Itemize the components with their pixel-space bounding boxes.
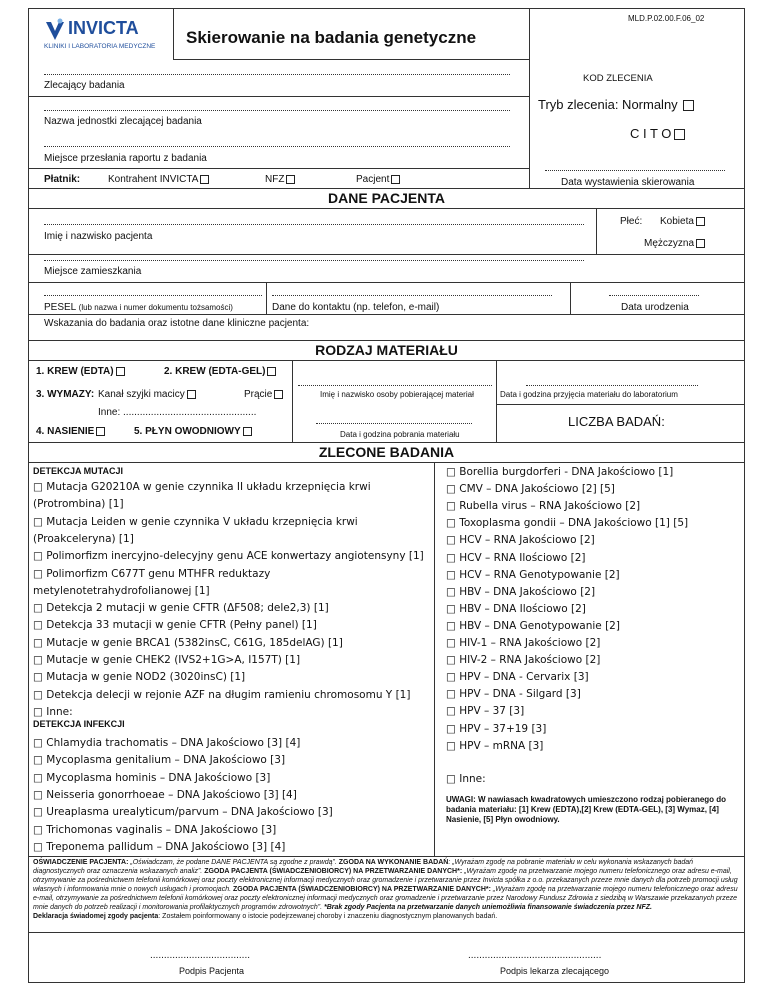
platnik-row	[44, 174, 80, 185]
osoba-dots	[298, 385, 492, 386]
divider	[28, 208, 745, 209]
cito-checkbox[interactable]	[674, 129, 685, 140]
kanal-option[interactable]	[98, 389, 198, 400]
data-wystawienia-label: Data wystawienia skierowania	[561, 177, 695, 188]
test-item[interactable]: □ HCV – RNA Genotypowanie [2]	[446, 568, 620, 581]
jednostka-dots	[44, 110, 510, 111]
test-item: (Protrombina) [1]	[33, 498, 124, 511]
nasienie-option[interactable]	[36, 426, 107, 437]
pesel-label	[44, 302, 233, 313]
urodzenia-dots	[609, 295, 699, 296]
decl-p6-text: : Zostałem poinformowany o istocie podejrzewanej choroby i znaczeniu diagnostycznym planowanych badań.	[158, 913, 498, 920]
plyn-checkbox[interactable]	[243, 427, 252, 436]
krew-edta-checkbox[interactable]	[116, 367, 125, 376]
decl-p3-text: „Wyrażam zgodę na przetwarzanie mojego numeru telefonicznego oraz adresu e-mail, otrzymywanie za pośrednictwem telefonii komórkowej oraz poczty elektronicznej informacji medycznych oraz gromadzenie i przetwarzanie przez Invicta spółka z o.o. przekazanych przeze mnie danych dla potrzeb promocji usług własnych i informowania mnie o nowych usługach i promocjach.	[33, 868, 738, 893]
right-inne-option[interactable]: □ Inne:	[446, 773, 486, 785]
test-item[interactable]: □ Neisseria gonorrhoeae – DNA Jakościowo [3] [4]	[33, 788, 297, 801]
imie-label: Imię i nazwisko pacjenta	[44, 231, 153, 242]
page-title: Skierowanie na badania genetyczne	[186, 28, 477, 47]
mezczyzna-option[interactable]	[644, 238, 707, 249]
decl-p4-label: ZGODA PACJENTA (ŚWIADCZENIOBIORCY) NA PRZETWARZANIE DANYCH*:	[232, 886, 491, 893]
przyjecia-label: Data i godzina przyjęcia materiału do laboratorium	[500, 390, 678, 399]
title-box	[173, 8, 530, 60]
krew-gel-label: 2. KREW (EDTA-GEL)	[164, 366, 266, 377]
section-zlecone-badania: ZLECONE BADANIA	[318, 444, 455, 460]
test-item[interactable]: □ Ureaplasma urealyticum/parvum – DNA Jakościowo [3]	[33, 806, 333, 819]
signature-patient-label: Podpis Pacjenta	[179, 966, 245, 976]
raport-dots	[44, 146, 510, 147]
logo-mark-icon	[44, 18, 66, 42]
decl-p6-label: Deklaracja świadomej zgody pacjenta	[33, 913, 159, 920]
test-item[interactable]: □ Inne:	[33, 705, 73, 718]
data-wystawienia-dots	[545, 170, 725, 171]
divider	[266, 282, 267, 314]
pesel-note: (lub nazwa i numer dokumentu tożsamości)	[78, 303, 233, 312]
pesel-dots	[44, 295, 262, 296]
mezczyzna-label: Mężczyzna	[644, 238, 695, 249]
test-item[interactable]: □ HIV-2 – RNA Jakościowo [2]	[446, 654, 601, 667]
krew-gel-checkbox[interactable]	[267, 367, 276, 376]
mutacje-header: DETEKCJA MUTACJI	[33, 466, 124, 476]
test-item[interactable]: □ Detekcja 2 mutacji w genie CFTR (ΔF508; dele2,3) [1]	[33, 602, 329, 615]
test-item[interactable]: □ HCV – RNA Jakościowo [2]	[446, 534, 595, 547]
test-item[interactable]: □ HPV – 37+19 [3]	[446, 722, 547, 735]
test-item[interactable]: □ Mutacja G20210A w genie czynnika II układu krzepnięcia krwi	[33, 481, 371, 493]
divider	[28, 932, 745, 933]
right-column-divider	[529, 60, 530, 188]
krew-edta-option[interactable]	[36, 366, 127, 377]
kanal-checkbox[interactable]	[187, 390, 196, 399]
test-item[interactable]: □ Mutacje w genie BRCA1 (5382insC, C61G, 185delAG) [1]	[33, 636, 343, 649]
divider	[28, 96, 529, 97]
pacjent-option[interactable]	[356, 174, 402, 185]
kontrahent-checkbox[interactable]	[200, 175, 209, 184]
kontakt-label: Dane do kontaktu (np. telefon, e-mail)	[272, 302, 440, 313]
kobieta-option[interactable]	[660, 216, 707, 227]
nasienie-label: 4. NASIENIE	[36, 426, 95, 437]
divider	[28, 462, 745, 463]
test-item[interactable]: □ HPV – mRNA [3]	[446, 739, 544, 752]
pacjent-checkbox[interactable]	[391, 175, 400, 184]
pracie-checkbox[interactable]	[274, 390, 283, 399]
nfz-checkbox[interactable]	[286, 175, 295, 184]
test-item[interactable]: □ Polimorfizm inercyjno-delecyjny genu ACE konwertazy angiotensyny [1]	[33, 550, 424, 563]
tryb-zlecenia	[538, 97, 696, 112]
section-rodzaj-materialu: RODZAJ MATERIAŁU	[315, 342, 458, 358]
signature-patient-dots[interactable]: ....................................	[150, 950, 251, 961]
wskazania-label: Wskazania do badania oraz istotne dane kliniczne pacjenta:	[44, 318, 310, 329]
test-item[interactable]: □ Toxoplasma gondii – DNA Jakościowo [1] [5]	[446, 517, 689, 530]
nfz-label: NFZ	[265, 174, 285, 185]
test-item[interactable]: □ HPV – 37 [3]	[446, 705, 525, 718]
test-item[interactable]: □ Treponema pallidum – DNA Jakościowo [3] [4]	[33, 840, 286, 853]
plec-label: Płeć:	[620, 216, 643, 227]
logo-name: INVICTA	[68, 18, 139, 38]
test-item[interactable]: □ HCV – RNA Ilościowo [2]	[446, 551, 586, 564]
divider	[28, 442, 745, 443]
logo	[40, 16, 164, 54]
nfz-option[interactable]	[265, 174, 297, 185]
section-dane-pacjenta: DANE PACJENTA	[328, 190, 445, 206]
kobieta-checkbox[interactable]	[696, 217, 705, 226]
test-item[interactable]: □ HPV – DNA - Silgard [3]	[446, 688, 581, 701]
wymazy-label: 3. WYMAZY:	[36, 389, 95, 400]
divider	[596, 208, 597, 254]
mezczyzna-checkbox[interactable]	[696, 239, 705, 248]
divider	[28, 314, 745, 315]
urodzenia-label: Data urodzenia	[621, 302, 689, 313]
divider	[28, 360, 745, 361]
test-item[interactable]: □ HBV – DNA Genotypowanie [2]	[446, 619, 620, 632]
logo-subtitle: KLINIKI I LABORATORIA MEDYCZNE	[44, 43, 156, 50]
divider	[28, 856, 745, 857]
inne-material: Inne: ................................................	[98, 407, 257, 418]
test-item[interactable]: □ Mycoplasma hominis – DNA Jakościowo [3]	[33, 771, 271, 784]
pacjent-label: Pacjent	[356, 174, 390, 185]
jednostka-label: Nazwa jednostki zlecającej badania	[44, 116, 202, 127]
divider	[28, 340, 745, 341]
zlecajacy-dots	[44, 74, 510, 75]
pracie-label: Prącie	[244, 389, 273, 400]
test-item[interactable]: □ Detekcja 33 mutacji w genie CFTR (Pełny panel) [1]	[33, 619, 317, 632]
test-item[interactable]: □ Mutacje w genie CHEK2 (IVS2+1G>A, I157T) [1]	[33, 654, 301, 666]
test-item[interactable]: □ Mutacja Leiden w genie czynnika V układu krzepnięcia krwi	[33, 515, 358, 528]
infekcje-header: DETEKCJA INFEKCJI	[33, 719, 125, 729]
test-item[interactable]: □ Borellia burgdorferi - DNA Jakościowo [1]	[446, 466, 674, 478]
normalny-checkbox[interactable]	[683, 100, 694, 111]
signature-doctor-label: Podpis lekarza zlecającego	[500, 966, 610, 976]
decl-p1-text: „Oświadczam, że podane DANE PACJENTA są zgodne z prawdą”.	[128, 859, 339, 866]
zamieszkanie-dots	[44, 260, 584, 261]
divider	[28, 254, 745, 255]
decl-p4-text: „Wyrażam zgodę na przetwarzanie mojego numeru telefonicznego oraz adresu e-mail, otrzymywanie za pośrednictwem telefonii komórkowej oraz poczty elektronicznej informacji medycznych oraz gromadzenie i przetwarzanie przez Narodowy Fundusz Zdrowia z siedzibą w Warszawie przekazanych przeze mnie danych do potrzeb realizacji i monitorowania profilaktycznych programów zdrowotnych”.	[33, 886, 738, 911]
decl-p2-label: ZGODA NA WYKONANIE BADAŃ	[338, 859, 449, 866]
declarations-text	[33, 858, 739, 921]
test-item[interactable]: □ Rubella virus – RNA Jakościowo [2]	[446, 500, 641, 513]
divider	[570, 282, 571, 314]
decl-p1-label: OŚWIADCZENIE PACJENTA:	[33, 859, 129, 866]
test-item[interactable]: □ HBV – DNA Ilościowo [2]	[446, 602, 586, 615]
platnik-label: Płatnik:	[44, 174, 81, 185]
kontrahent-label: Kontrahent INVICTA	[108, 174, 199, 185]
kontrahent-option[interactable]	[108, 174, 211, 185]
przyjecia-dots	[526, 385, 698, 386]
liczba-badan-label: LICZBA BADAŃ:	[568, 414, 665, 429]
cito-label: C I T O	[630, 126, 672, 141]
kontakt-dots	[272, 295, 552, 296]
kod-zlecenia-label: KOD ZLECENIA	[583, 73, 653, 84]
test-item[interactable]: □ Chlamydia trachomatis – DNA Jakościowo [3] [4]	[33, 737, 301, 749]
zlecajacy-label: Zlecający badania	[44, 80, 125, 91]
nasienie-checkbox[interactable]	[96, 427, 105, 436]
test-item: metylenotetrahydrofolianowej [1]	[33, 584, 210, 597]
signature-doctor-dots[interactable]: ................................................	[468, 950, 602, 961]
decl-p3-label: ZGODA PACJENTA (ŚWIADCZENIOBIORCY) NA PRZETWARZANIE DANYCH*:	[204, 868, 463, 875]
test-item[interactable]: □ HBV – DNA Jakościowo [2]	[446, 585, 596, 598]
test-item[interactable]: □ Detekcja delecji w rejonie AZF na długim ramieniu chromosomu Y [1]	[33, 688, 411, 701]
zamieszkanie-label: Miejsce zamieszkania	[44, 266, 142, 277]
divider	[292, 360, 293, 442]
krew-edta-label: 1. KREW (EDTA)	[36, 366, 114, 377]
plyn-option[interactable]	[134, 426, 254, 437]
decl-p2-text: : „Wyrażam zgodę na pobranie materiału w celu wykonania wskazanych badań diagnostycznych oraz oznaczenia wskazanych analiz”.	[33, 859, 694, 875]
columns-divider	[434, 462, 435, 856]
krew-gel-option[interactable]	[164, 366, 278, 377]
test-item[interactable]: □ HIV-1 – RNA Jakościowo [2]	[446, 637, 601, 649]
doc-code: MLD.P.02.00.F.06_02	[628, 14, 705, 23]
kobieta-label: Kobieta	[660, 216, 694, 227]
test-item[interactable]: □ Trichomonas vaginalis – DNA Jakościowo [3]	[33, 823, 277, 836]
test-item[interactable]: □ Polimorfizm C677T genu MTHFR reduktazy	[33, 567, 271, 580]
plyn-label: 5. PŁYN OWODNIOWY	[134, 426, 241, 437]
divider	[28, 282, 745, 283]
test-item[interactable]: □ Mutacja w genie NOD2 (3020insC) [1]	[33, 671, 246, 684]
divider	[28, 188, 745, 189]
pobrania-dots	[316, 423, 472, 424]
uwagi-note: UWAGI: W nawiasach kwadratowych umieszczono rodzaj pobieranego do badania materiału: [1] Krew (EDTA),[2] Krew (EDTA-GEL), [3] Wymaz, [4] Nasienie, [5] Płyn owodniowy.	[446, 795, 727, 824]
test-item[interactable]: □ HPV – DNA - Cervarix [3]	[446, 671, 589, 684]
divider	[28, 168, 529, 169]
pracie-option[interactable]	[244, 389, 285, 400]
decl-p5-text: *Brak zgody Pacjenta na przetwarzanie danych uniemożliwia finansowanie świadczenia przez NFZ.	[324, 904, 652, 911]
raport-label: Miejsce przesłania raportu z badania	[44, 153, 207, 164]
pobrania-label: Data i godzina pobrania materiału	[340, 430, 460, 439]
pesel-text: PESEL	[44, 302, 76, 313]
test-item[interactable]: □ CMV – DNA Jakościowo [2] [5]	[446, 483, 615, 496]
tryb-label: Tryb zlecenia: Normalny	[538, 97, 678, 112]
test-item: (Proakceleryna) [1]	[33, 532, 134, 545]
cito	[630, 126, 687, 141]
imie-dots	[44, 224, 584, 225]
osoba-label: Imię i nazwisko osoby pobierającej materiał	[320, 390, 474, 399]
test-item[interactable]: □ Mycoplasma genitalium – DNA Jakościowo [3]	[33, 754, 286, 767]
kanal-label: Kanał szyjki macicy	[98, 389, 185, 400]
